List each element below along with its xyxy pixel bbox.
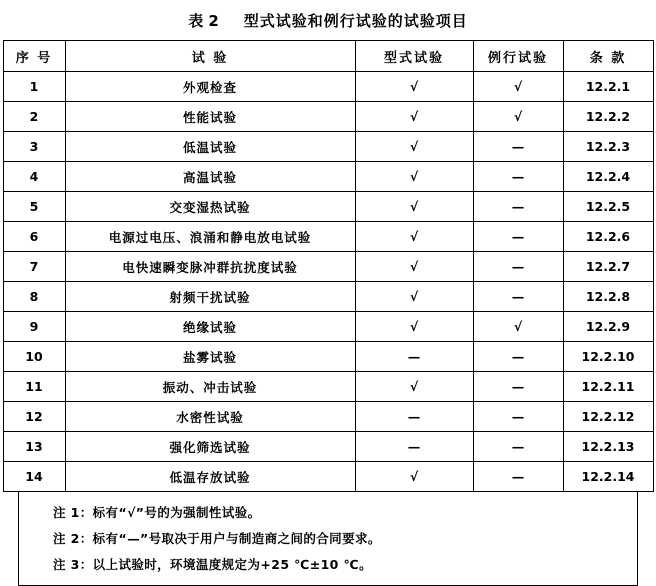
row-no: 9: [3, 312, 65, 342]
header-clause: 条 款: [563, 41, 653, 72]
row-clause: 12.2.13: [563, 432, 653, 462]
row-routine-test: —: [473, 132, 563, 162]
table-row: [3, 102, 653, 132]
row-routine-test: √: [473, 72, 563, 102]
table-body: [3, 72, 653, 492]
row-routine-test: —: [473, 402, 563, 432]
table-row: [3, 282, 653, 312]
table-row: [3, 462, 653, 492]
note-1: 注 1：标有“√”号的为强制性试验。: [53, 505, 261, 520]
row-routine-test: —: [473, 342, 563, 372]
row-type-test: √: [355, 192, 473, 222]
row-type-test: —: [355, 342, 473, 372]
row-no: 1: [3, 72, 65, 102]
row-clause: 12.2.10: [563, 342, 653, 372]
row-item: 外观检查: [65, 72, 355, 102]
row-item: 交变湿热试验: [65, 192, 355, 222]
row-item: 性能试验: [65, 102, 355, 132]
row-type-test: √: [355, 72, 473, 102]
row-no: 10: [3, 342, 65, 372]
row-item: 盐雾试验: [65, 342, 355, 372]
row-clause: 12.2.6: [563, 222, 653, 252]
row-clause: 12.2.5: [563, 192, 653, 222]
row-routine-test: —: [473, 252, 563, 282]
row-routine-test: —: [473, 432, 563, 462]
row-clause: 12.2.11: [563, 372, 653, 402]
row-type-test: √: [355, 372, 473, 402]
note-3: 注 3：以上试验时，环境温度规定为+25 ℃±10 ℃。: [53, 557, 372, 572]
row-type-test: √: [355, 252, 473, 282]
table-row: [3, 222, 653, 252]
row-routine-test: —: [473, 282, 563, 312]
row-routine-test: √: [473, 102, 563, 132]
row-no: 2: [3, 102, 65, 132]
row-routine-test: —: [473, 222, 563, 252]
row-no: 5: [3, 192, 65, 222]
row-clause: 12.2.14: [563, 462, 653, 492]
row-type-test: √: [355, 312, 473, 342]
table-header-row: [3, 41, 653, 72]
header-no: 序 号: [3, 41, 65, 72]
row-clause: 12.2.7: [563, 252, 653, 282]
row-item: 水密性试验: [65, 402, 355, 432]
row-clause: 12.2.9: [563, 312, 653, 342]
row-no: 4: [3, 162, 65, 192]
row-type-test: —: [355, 402, 473, 432]
table-notes: [18, 492, 638, 586]
row-clause: 12.2.8: [563, 282, 653, 312]
row-no: 11: [3, 372, 65, 402]
row-item: 电快速瞬变脉冲群抗扰度试验: [65, 252, 355, 282]
row-clause: 12.2.2: [563, 102, 653, 132]
row-item: 绝缘试验: [65, 312, 355, 342]
table-row: [3, 162, 653, 192]
row-type-test: √: [355, 162, 473, 192]
row-no: 8: [3, 282, 65, 312]
table-row: [3, 312, 653, 342]
row-item: 低温存放试验: [65, 462, 355, 492]
row-type-test: √: [355, 132, 473, 162]
row-item: 低温试验: [65, 132, 355, 162]
row-item: 高温试验: [65, 162, 355, 192]
header-routine-test: 例行试验: [473, 41, 563, 72]
table-number: 表 2: [188, 12, 219, 30]
row-routine-test: —: [473, 162, 563, 192]
row-no: 6: [3, 222, 65, 252]
table-row: [3, 132, 653, 162]
row-type-test: —: [355, 432, 473, 462]
row-item: 强化筛选试验: [65, 432, 355, 462]
row-item: 振动、冲击试验: [65, 372, 355, 402]
table-row: [3, 192, 653, 222]
header-type-test: 型式试验: [355, 41, 473, 72]
row-clause: 12.2.12: [563, 402, 653, 432]
table-row: [3, 432, 653, 462]
row-no: 7: [3, 252, 65, 282]
row-no: 3: [3, 132, 65, 162]
row-item: 射频干扰试验: [65, 282, 355, 312]
table-title-text: 型式试验和例行试验的试验项目: [243, 12, 468, 30]
row-clause: 12.2.1: [563, 72, 653, 102]
row-no: 12: [3, 402, 65, 432]
row-routine-test: —: [473, 462, 563, 492]
row-type-test: √: [355, 222, 473, 252]
table-caption: [0, 0, 656, 40]
row-routine-test: √: [473, 312, 563, 342]
row-type-test: √: [355, 282, 473, 312]
row-no: 13: [3, 432, 65, 462]
test-items-table: [3, 40, 654, 492]
row-routine-test: —: [473, 192, 563, 222]
row-clause: 12.2.3: [563, 132, 653, 162]
note-2: 注 2：标有“—”号取决于用户与制造商之间的合同要求。: [53, 531, 381, 546]
table-row: [3, 372, 653, 402]
row-type-test: √: [355, 102, 473, 132]
table-row: [3, 252, 653, 282]
table-row: [3, 402, 653, 432]
header-item: 试 验: [65, 41, 355, 72]
row-item: 电源过电压、浪涌和静电放电试验: [65, 222, 355, 252]
row-routine-test: —: [473, 372, 563, 402]
row-type-test: √: [355, 462, 473, 492]
row-clause: 12.2.4: [563, 162, 653, 192]
table-row: [3, 342, 653, 372]
row-no: 14: [3, 462, 65, 492]
table-row: [3, 72, 653, 102]
